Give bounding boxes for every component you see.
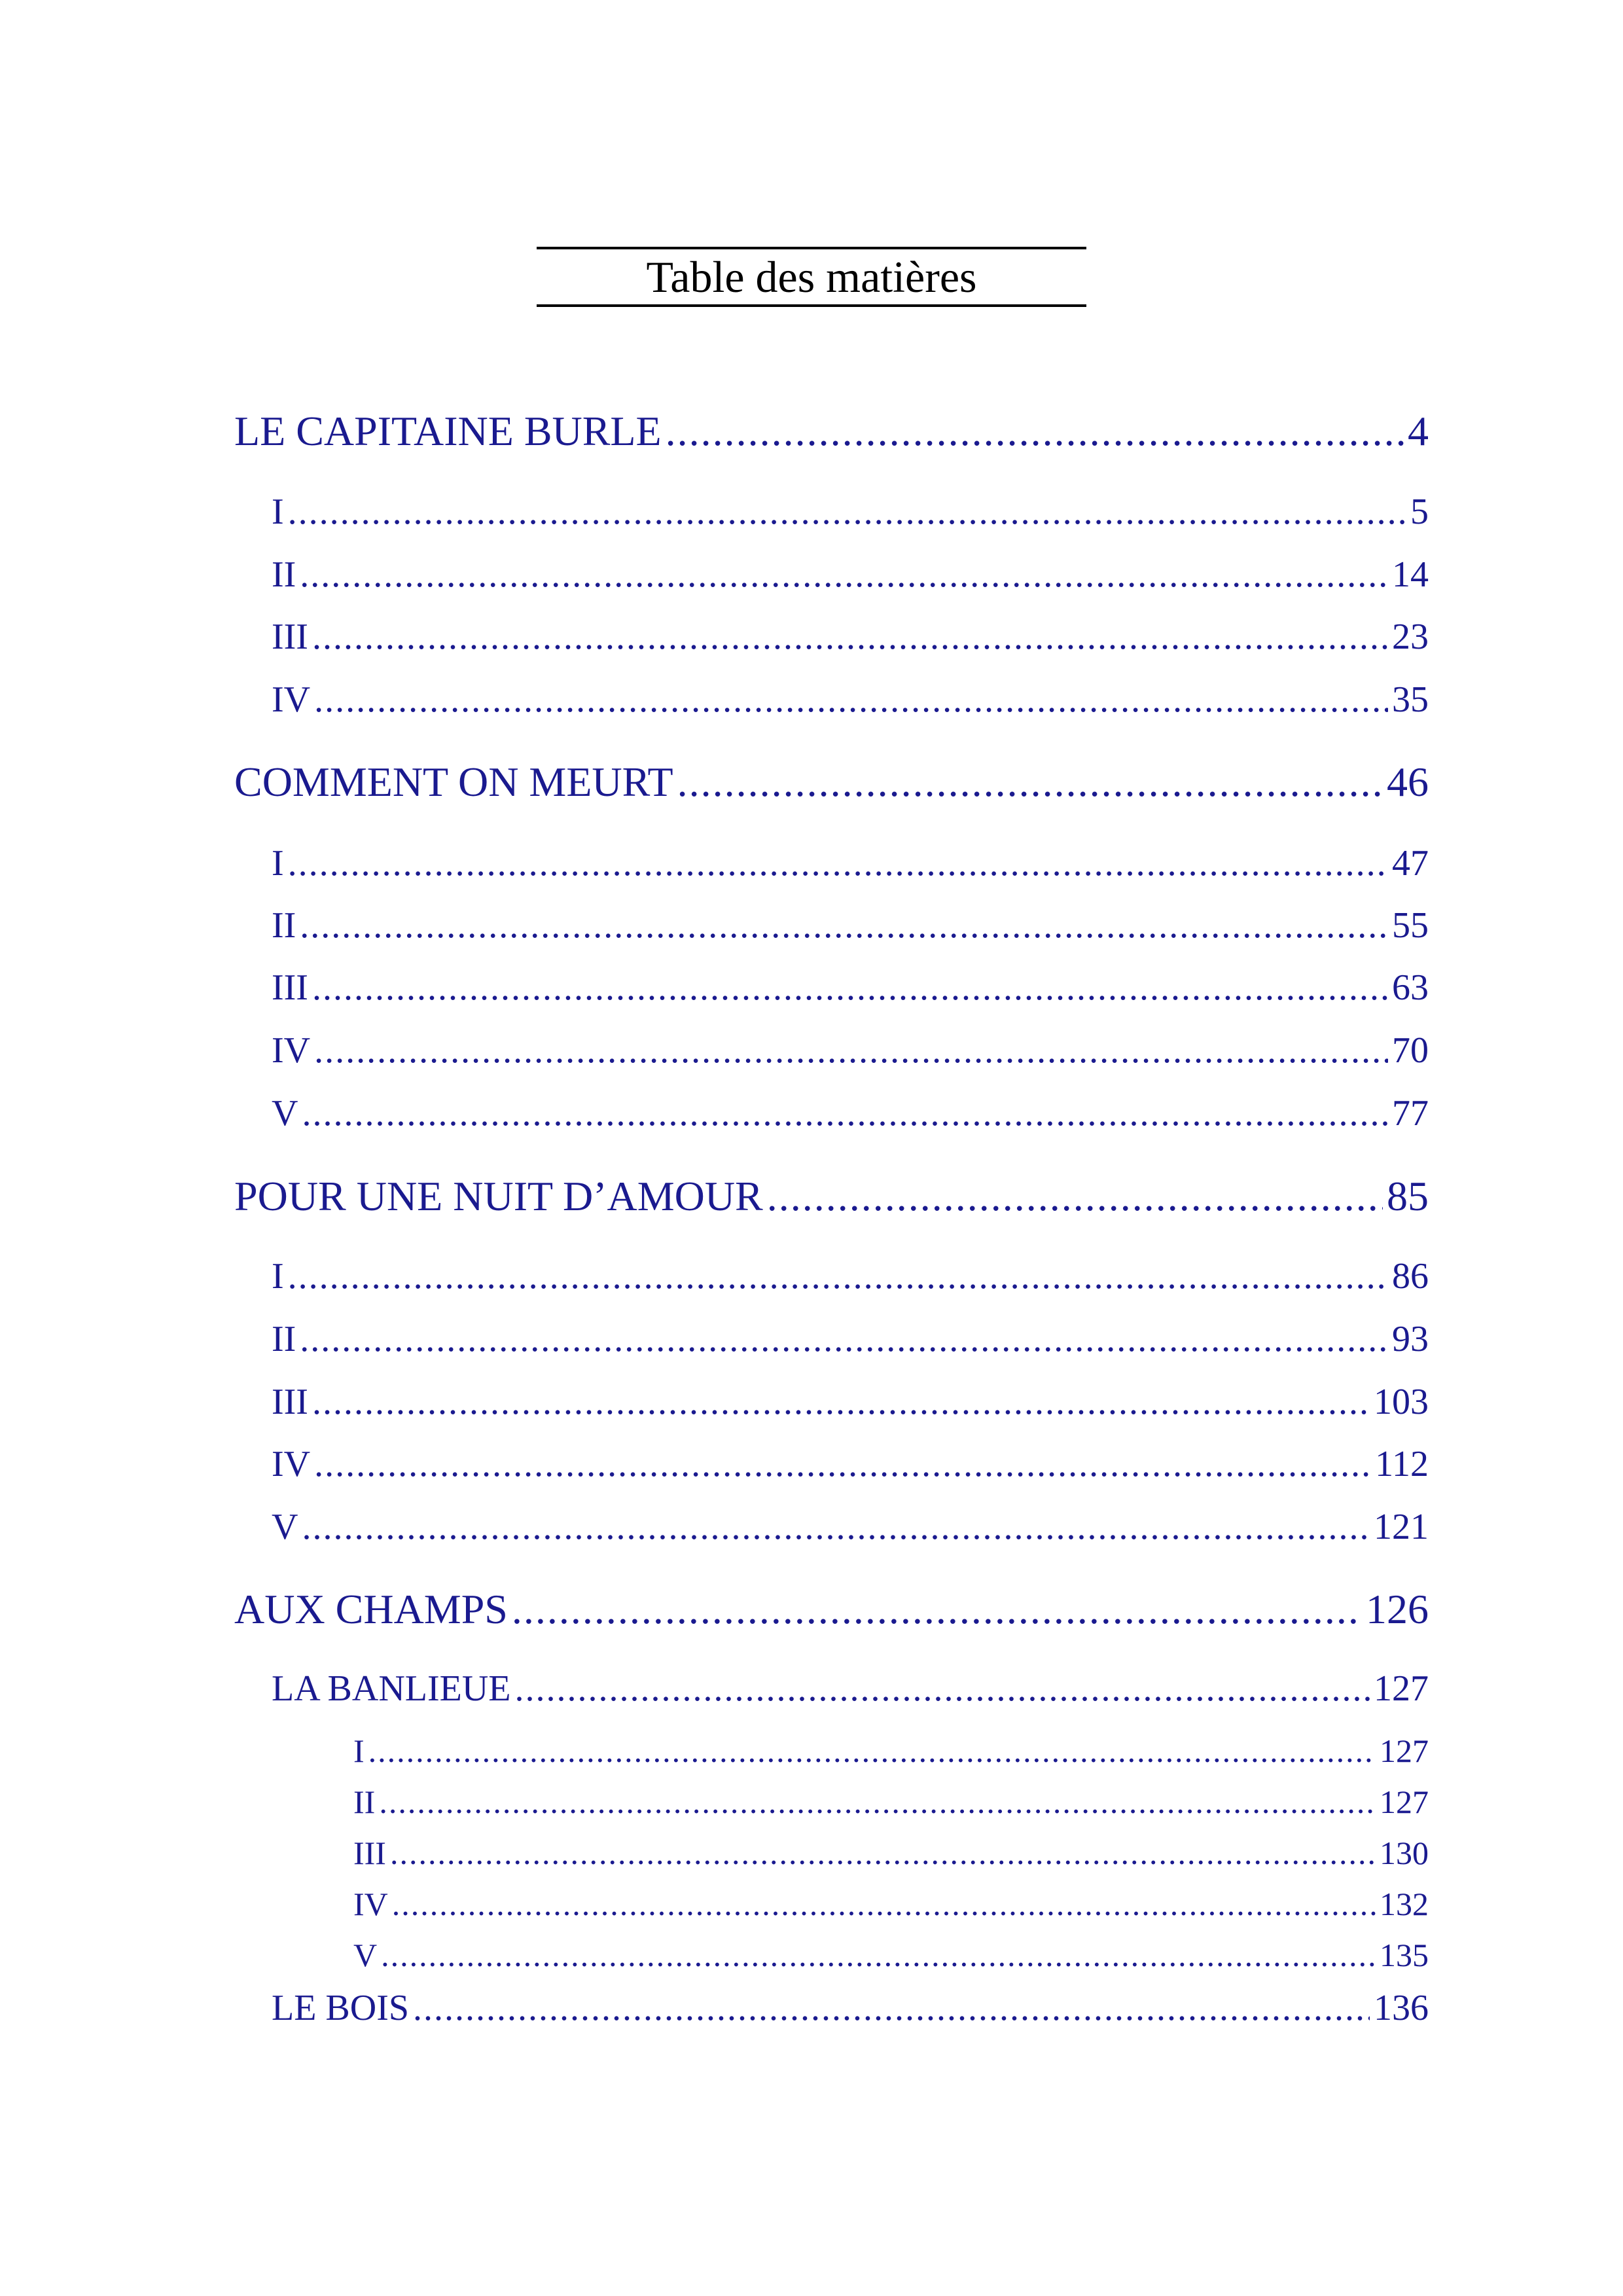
toc-entry-meurt-ii[interactable]	[272, 905, 1429, 946]
page-title: Table des matières	[646, 252, 977, 302]
toc-entry-amour-i[interactable]	[272, 1255, 1429, 1297]
dot-leader	[368, 1732, 1376, 1770]
dot-leader	[512, 1585, 1362, 1634]
dot-leader	[515, 1668, 1370, 1710]
toc-entry-label: LE BOIS	[272, 1988, 409, 2028]
toc-entry-page: 127	[1374, 1668, 1429, 1709]
toc-entry-label: IV	[353, 1886, 388, 1922]
dot-leader	[288, 491, 1406, 533]
dot-leader	[314, 1443, 1371, 1485]
dot-leader	[312, 967, 1388, 1009]
toc-entry-banlieue-i[interactable]	[353, 1732, 1429, 1770]
toc-entry-page: 86	[1392, 1256, 1429, 1297]
toc-entry-banlieue-v[interactable]	[353, 1936, 1429, 1974]
dot-leader	[288, 842, 1388, 884]
toc-entry-label: V	[272, 1507, 298, 1547]
toc-entry-page: 23	[1392, 617, 1429, 657]
toc-entry-label: II	[353, 1784, 376, 1820]
toc-entry-page: 46	[1387, 759, 1429, 805]
toc-entry-page: 85	[1387, 1173, 1429, 1219]
toc-entry-page: 136	[1374, 1988, 1429, 2028]
dot-leader	[300, 905, 1388, 946]
toc-entry-label: I	[272, 492, 284, 532]
toc-entry-banlieue-iii[interactable]	[353, 1834, 1429, 1872]
toc-entry-page: 14	[1392, 554, 1429, 595]
toc-entry-meurt-v[interactable]	[272, 1092, 1429, 1134]
toc-entry-page: 127	[1380, 1784, 1429, 1820]
toc-entry-label: IV	[272, 1444, 311, 1484]
toc-entry-page: 93	[1392, 1319, 1429, 1359]
toc-entry-meurt-i[interactable]	[272, 842, 1429, 884]
toc-entry-page: 55	[1392, 905, 1429, 946]
toc-entry-page: 77	[1392, 1093, 1429, 1134]
toc-entry-label: LA BANLIEUE	[272, 1668, 511, 1709]
toc-entry-label: III	[272, 967, 308, 1008]
dot-leader	[302, 1506, 1370, 1548]
dot-leader	[302, 1092, 1388, 1134]
dot-leader	[312, 1381, 1370, 1423]
toc-entry-page: 130	[1380, 1835, 1429, 1871]
toc-entry-page: 5	[1410, 492, 1429, 532]
toc-entry-page: 4	[1408, 408, 1429, 454]
dot-leader	[314, 1030, 1388, 1071]
toc-entry-page: 127	[1380, 1732, 1429, 1769]
toc-entry-page: 47	[1392, 843, 1429, 884]
toc-entry-burle-iv[interactable]	[272, 679, 1429, 721]
toc-entry-banlieue-ii[interactable]	[353, 1783, 1429, 1821]
toc-entry-label: COMMENT ON MEURT	[234, 759, 673, 805]
toc-entry-aux-champs[interactable]	[234, 1585, 1429, 1634]
toc-entry-label: II	[272, 1319, 296, 1359]
dot-leader	[312, 616, 1388, 658]
toc-entry-label: II	[272, 905, 296, 946]
dot-leader	[390, 1834, 1376, 1872]
dot-leader	[767, 1172, 1383, 1221]
toc-entry-burle-iii[interactable]	[272, 616, 1429, 658]
toc-entry-banlieue-iv[interactable]	[353, 1885, 1429, 1923]
toc-entry-label: I	[353, 1732, 365, 1769]
toc-entry-amour-iv[interactable]	[272, 1443, 1429, 1485]
toc-entry-capitaine-burle[interactable]	[234, 407, 1429, 456]
toc-entry-burle-ii[interactable]	[272, 554, 1429, 596]
toc-entry-page: 112	[1375, 1444, 1429, 1484]
dot-leader	[413, 1987, 1370, 2029]
dot-leader	[300, 554, 1388, 596]
toc-entry-la-banlieue[interactable]	[272, 1668, 1429, 1710]
toc-entry-meurt-iv[interactable]	[272, 1030, 1429, 1071]
toc-entry-amour-v[interactable]	[272, 1506, 1429, 1548]
toc-entry-meurt-iii[interactable]	[272, 967, 1429, 1009]
toc-entry-label: III	[272, 1382, 308, 1422]
toc-entry-page: 63	[1392, 967, 1429, 1008]
toc-entry-page: 35	[1392, 679, 1429, 720]
toc-entry-le-bois[interactable]	[272, 1987, 1429, 2029]
toc-entry-label: V	[353, 1937, 378, 1973]
dot-leader	[300, 1318, 1388, 1360]
dot-leader	[666, 407, 1404, 456]
toc-entry-label: V	[272, 1093, 298, 1134]
toc-entry-label: III	[353, 1835, 386, 1871]
toc-entry-page: 135	[1380, 1937, 1429, 1973]
toc-entry-label: POUR UNE NUIT D’AMOUR	[234, 1173, 763, 1219]
toc-entry-label: I	[272, 1256, 284, 1297]
toc-entry-nuit-d-amour[interactable]	[234, 1172, 1429, 1221]
toc-entry-burle-i[interactable]	[272, 491, 1429, 533]
dot-leader	[288, 1255, 1388, 1297]
toc-entry-comment-on-meurt[interactable]	[234, 758, 1429, 806]
toc-entry-label: IV	[272, 679, 311, 720]
toc-entry-amour-ii[interactable]	[272, 1318, 1429, 1360]
toc-entry-label: AUX CHAMPS	[234, 1586, 508, 1632]
toc-entry-amour-iii[interactable]	[272, 1381, 1429, 1423]
toc-entry-label: IV	[272, 1030, 311, 1071]
toc-entry-page: 70	[1392, 1030, 1429, 1071]
dot-leader	[677, 758, 1383, 806]
dot-leader	[392, 1885, 1376, 1923]
toc-entry-page: 132	[1380, 1886, 1429, 1922]
toc-entry-label: I	[272, 843, 284, 884]
dot-leader	[379, 1783, 1376, 1821]
toc-entry-page: 121	[1374, 1507, 1429, 1547]
dot-leader	[381, 1936, 1376, 1974]
toc-entry-label: II	[272, 554, 296, 595]
toc-entry-label: LE CAPITAINE BURLE	[234, 408, 662, 454]
toc-entry-label: III	[272, 617, 308, 657]
dot-leader	[314, 679, 1388, 721]
toc-entry-page: 103	[1374, 1382, 1429, 1422]
toc-entry-page: 126	[1366, 1586, 1429, 1632]
